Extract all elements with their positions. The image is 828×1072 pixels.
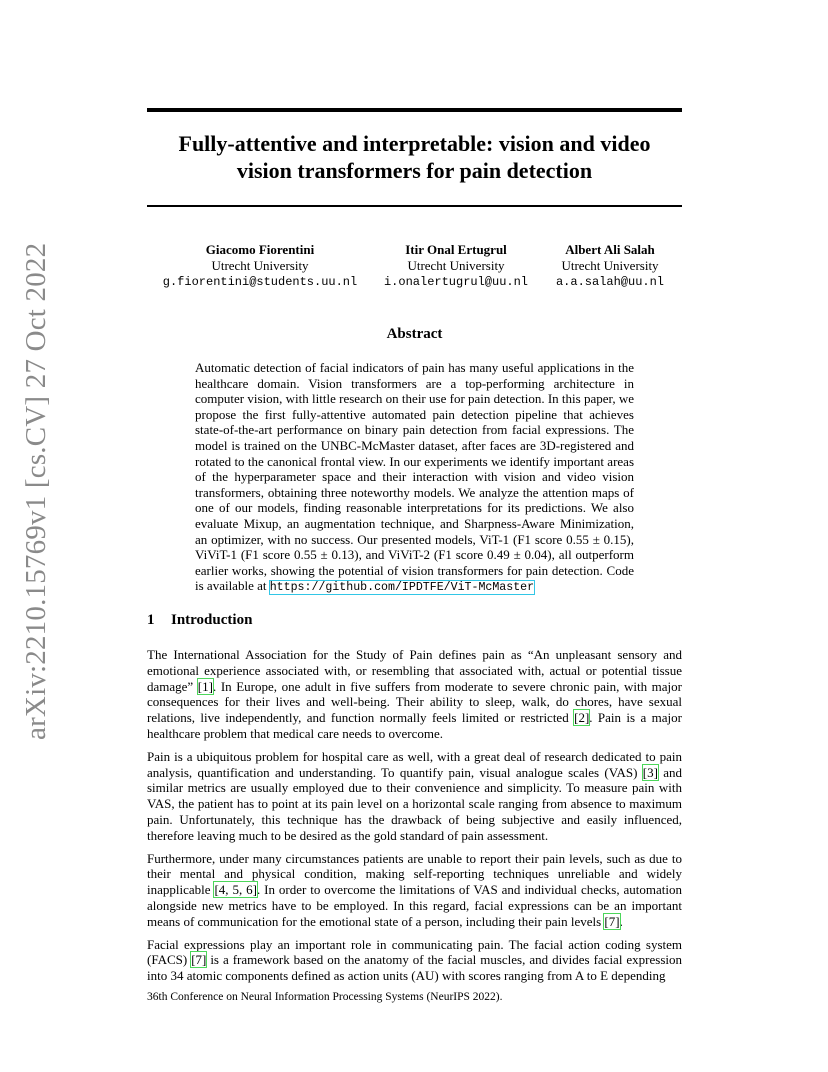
author-block bbox=[548, 242, 672, 290]
author-name: Itir Onal Ertugrul bbox=[405, 242, 507, 257]
introduction-body bbox=[147, 647, 682, 991]
citation-link[interactable]: [1] bbox=[197, 678, 213, 694]
author-block bbox=[160, 242, 360, 290]
citation-link[interactable]: [2] bbox=[574, 710, 590, 726]
title-top-rule bbox=[147, 108, 682, 112]
section-heading bbox=[147, 612, 252, 629]
abstract-heading: Abstract bbox=[386, 326, 443, 342]
author-affiliation: Utrecht University bbox=[561, 258, 659, 273]
arxiv-identifier: arXiv:2210.15769v1 [cs.CV] 27 Oct 2022 bbox=[20, 242, 52, 740]
author-email[interactable]: a.a.salah@uu.nl bbox=[555, 275, 665, 289]
paragraph bbox=[147, 749, 682, 844]
title-bottom-rule bbox=[147, 205, 682, 207]
text-run: Facial expressions play an important role in communicating pain. The facial action coding system (FACS) bbox=[147, 936, 682, 968]
paragraph bbox=[147, 937, 682, 984]
code-link[interactable]: https://github.com/IPDTFE/ViT-McMaster bbox=[269, 581, 535, 595]
section-number: 1 bbox=[147, 612, 155, 628]
author-name: Albert Ali Salah bbox=[565, 242, 655, 257]
text-run: is a framework based on the anatomy of the facial muscles, and divides facial expression into 34 atomic components defined as action units (AU) with scores ranging from A to E depending bbox=[147, 952, 683, 984]
section-title: Introduction bbox=[171, 612, 253, 628]
text-run: . Pain is a major healthcare problem that medical care needs to overcome. bbox=[147, 710, 682, 741]
author-block bbox=[380, 242, 532, 290]
paragraph bbox=[147, 851, 682, 930]
citation-link[interactable]: [4, 5, 6] bbox=[214, 882, 257, 898]
paragraph bbox=[147, 647, 682, 742]
text-run: . In Europe, one adult in five suffers from moderate to severe chronic pain, with major consequences for their lives and well-being. Their ability to sleep, walk, do chores, have sexual relations, live independently, and function normally feels limited or restricted bbox=[147, 678, 682, 726]
author-email[interactable]: g.fiorentini@students.uu.nl bbox=[162, 275, 358, 289]
title-line-2: vision transformers for pain detection bbox=[236, 158, 593, 183]
author-affiliation: Utrecht University bbox=[211, 258, 309, 273]
author-name: Giacomo Fiorentini bbox=[205, 242, 315, 257]
abstract-text bbox=[195, 360, 634, 596]
citation-link[interactable]: [7] bbox=[604, 913, 620, 929]
text-run: Furthermore, under many circumstances patients are unable to report their pain levels, such as due to their mental and physical condition, making self-reporting techniques unreliable and widely inapplicable bbox=[147, 850, 682, 898]
citation-link[interactable]: [7] bbox=[191, 952, 207, 968]
title-line-1: Fully-attentive and interpretable: vision and video bbox=[178, 131, 651, 156]
citation-link[interactable]: [3] bbox=[642, 764, 658, 780]
text-run: . bbox=[619, 913, 623, 929]
text-run: . In order to overcome the limitations of VAS and individual checks, automation alongside new metrics have to be employed. In this regard, facial expressions can be an important means of communication for the emotional state of a person, including their pain levels bbox=[147, 882, 682, 929]
author-affiliation: Utrecht University bbox=[407, 258, 505, 273]
text-run: and similar metrics are usually employed due to their convenience and simplicity. To measure pain with VAS, the patient has to point at its pain level on a horizontal scale ranging from absence to maximum pain. Unfortunately, this technique has the drawback of being subjective and easily influenced, therefore leaving much to be desired as the gold standard of pain assessment. bbox=[147, 764, 682, 843]
conference-footer: 36th Conference on Neural Information Processing Systems (NeurIPS 2022). bbox=[147, 991, 503, 1003]
author-email[interactable]: i.onalertugrul@uu.nl bbox=[383, 275, 529, 289]
abstract-paragraph: Automatic detection of facial indicators of pain has many useful applications in the healthcare domain. Vision transformers are a top-performing architecture in computer vision, with little research on their use for pain detection. In this paper, we propose the first fully-attentive automated pain detection pipeline that achieves state-of-the-art performance on binary pain detection from facial expressions. The model is trained on the UNBC-McMaster dataset, after faces are 3D-registered and rotated to the canonical frontal view. In our experiments we identify important areas of the hyperparameter space and their interaction with vision and video vision transformers, obtaining three noteworthy models. We analyze the attention maps of one of our models, finding reasonable interpretations for its predictions. We also evaluate Mixup, an augmentation technique, and Sharpness-Aware Minimization, an optimizer, with no success. Our presented models, ViT-1 (F1 score 0.55 ± 0.15), ViViT-1 (F1 score 0.55 ± 0.13), and ViViT-2 (F1 score 0.49 ± 0.04), all outperform earlier works, showing the potential of vision transformers for pain detection. Code is available at bbox=[195, 360, 634, 594]
text-run: Pain is a ubiquitous problem for hospital care as well, with a great deal of research dedicated to pain analysis, quantification and understanding. To quantify pain, visual analogue scales (VAS) bbox=[147, 748, 682, 780]
paper-title bbox=[147, 130, 682, 184]
text-run: The International Association for the Study of Pain defines pain as “An unpleasant sensory and emotional experience associated with, or resembling that associated with, actual or potential tissue damage” bbox=[147, 647, 682, 694]
